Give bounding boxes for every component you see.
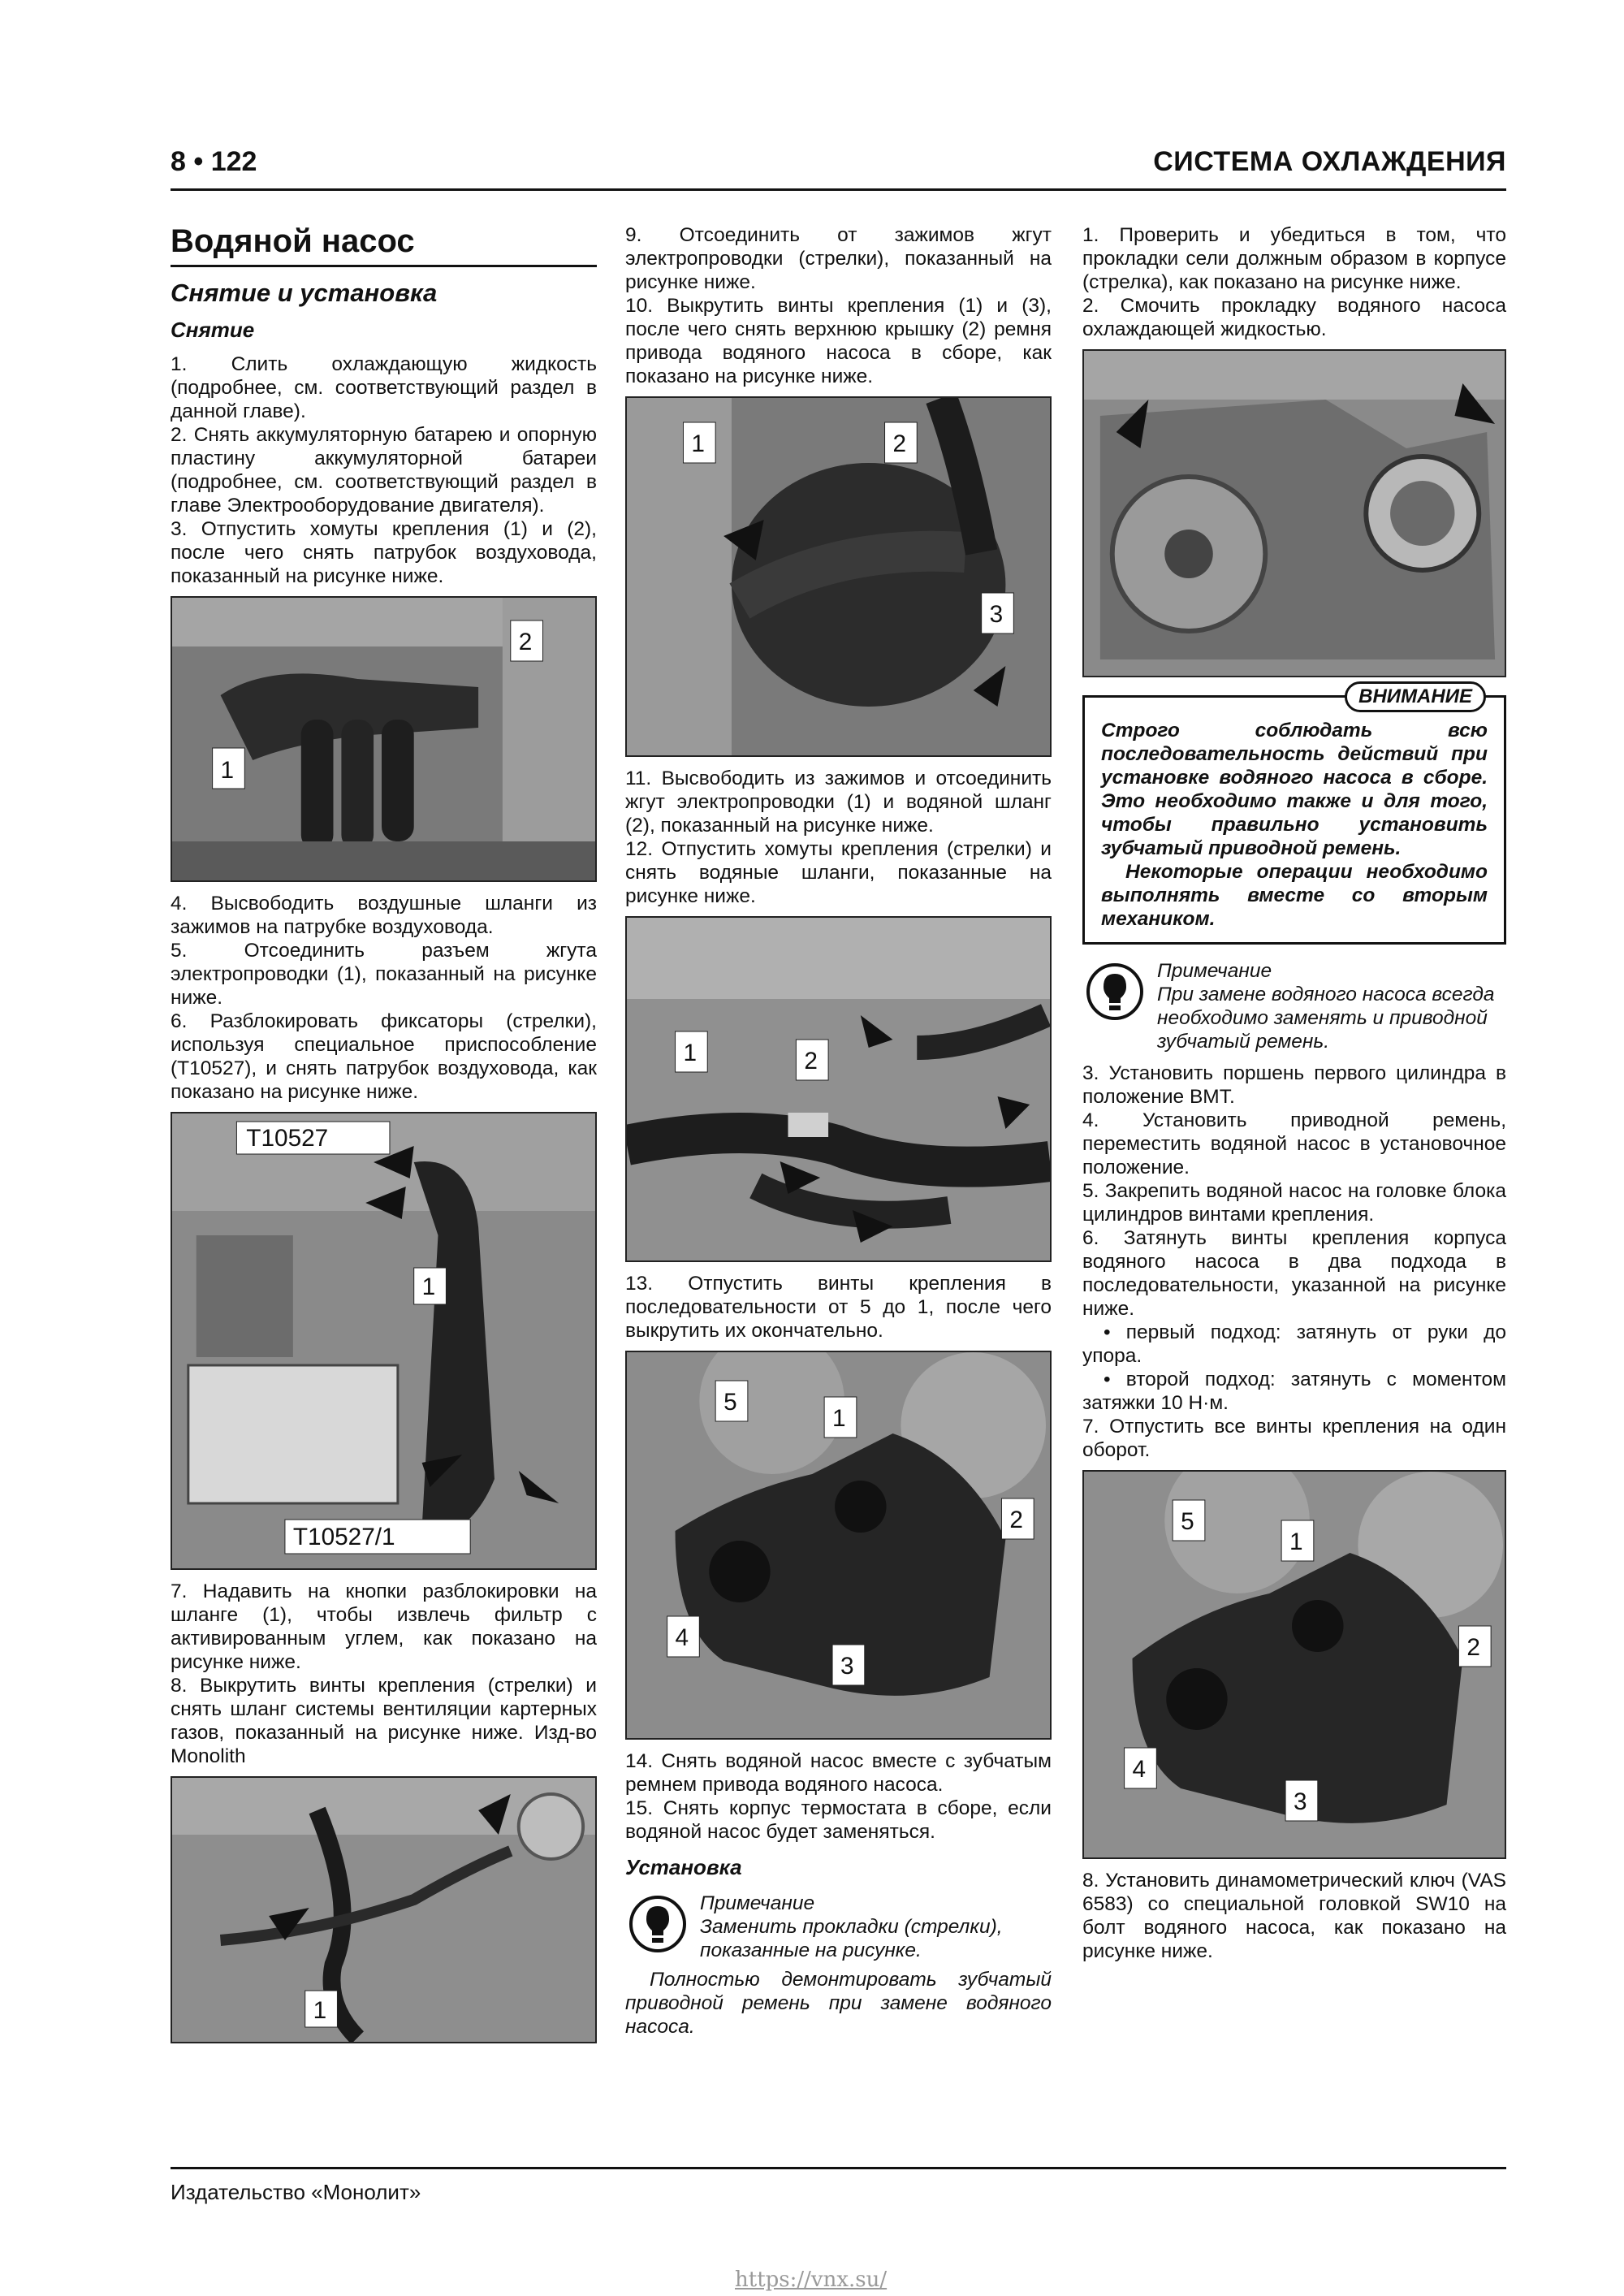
fig6-label-1: 1 [832, 1404, 846, 1433]
figure-belt-cover [625, 396, 1052, 757]
fig1-label-1: 1 [220, 756, 235, 785]
publisher: Издательство «Монолит» [171, 2180, 421, 2204]
note1-text-2: Полностью демонтировать зубчатый приводной ремень при замене водяного насоса. [625, 1969, 1052, 2038]
install-step-5: 5. Закрепить водяной насос на головке блока цилиндров винтами крепления. [1082, 1180, 1506, 1226]
fig1-label-2: 2 [518, 628, 533, 656]
fig8-label-4: 4 [1132, 1755, 1147, 1784]
fig5-label-1: 1 [683, 1039, 698, 1067]
step-11: 11. Высвободить из зажимов и отсоединить жгут электропроводки (1) и водяной шланг (2), показанный на рисунке ниже. [625, 767, 1052, 837]
fig6-label-3: 3 [840, 1652, 854, 1680]
install-step-7: 7. Отпустить все винты крепления на один оборот. [1082, 1416, 1506, 1461]
fig8-label-3: 3 [1294, 1788, 1307, 1816]
fig8-label-2: 2 [1466, 1633, 1480, 1662]
step-12: 12. Отпустить хомуты крепления (стрелки) и снять водяные шланги, показанные на рисунке ниже. [625, 838, 1052, 907]
header-rule [171, 188, 1506, 191]
column-1 [171, 223, 597, 2053]
step-5: 5. Отсоединить разъем жгута электропроводки (1), показанный на рисунке ниже. [171, 940, 597, 1009]
note-belt [1082, 959, 1506, 1053]
lightbulb-icon [1086, 962, 1144, 1021]
figure-crankcase-hose [171, 1776, 597, 2043]
figure-water-hoses [625, 916, 1052, 1262]
note1-label: Примечание [700, 1892, 815, 1914]
figure-pump-bolts [625, 1351, 1052, 1740]
removal-heading: Снятие [171, 318, 255, 342]
fig4-label-1: 1 [691, 430, 705, 458]
step-13: 13. Отпустить винты крепления в последовательности от 5 до 1, после чего выкрутить их окончательно. [625, 1273, 1052, 1342]
step-6: 6. Разблокировать фиксаторы (стрелки), используя специальное приспособление (T10527), и снять патрубок воздуховода, как показано на рисунке ниже. [171, 1010, 597, 1103]
subsection-title: Снятие и установка [171, 279, 438, 307]
step-4: 4. Высвободить воздушные шланги из зажимов на патрубке воздуховода. [171, 893, 597, 938]
lightbulb-icon [628, 1895, 687, 1953]
page-number: 8 • 122 [171, 146, 257, 177]
torque-pass-1: • первый подход: затянуть от руки до упора. [1082, 1321, 1506, 1367]
source-link[interactable]: https://vnx.su/ [735, 2268, 888, 2292]
torque-pass-2: • второй подход: затянуть с моментом затяжки 10 Н·м. [1082, 1369, 1506, 1414]
install-step-2: 2. Смочить прокладку водяного насоса охлаждающей жидкостью. [1082, 295, 1506, 340]
step-15: 15. Снять корпус термостата в сборе, если водяной насос будет заменяться. [625, 1797, 1052, 1843]
fig2-label-1: 1 [421, 1273, 436, 1301]
note2-label: Примечание [1157, 960, 1272, 982]
step-7: 7. Надавить на кнопки разблокировки на шланге (1), чтобы извлечь фильтр с активированным углем, как показано на рисунке ниже. [171, 1580, 597, 1673]
step-2: 2. Снять аккумуляторную батарею и опорную пластину аккумуляторной батареи (подробнее, см. соответствующий раздел в главе Электрооборудование двигателя). [171, 424, 597, 517]
fig3-label-1: 1 [313, 1996, 327, 2025]
step-1: 1. Слить охлаждающую жидкость (подробнее, см. соответствующий раздел в данной главе). [171, 353, 597, 422]
footer-rule [171, 2167, 1506, 2169]
fig5-label-2: 2 [804, 1047, 818, 1075]
column-2 [625, 223, 1052, 2039]
fig2-label-tool2: T10527/1 [292, 1523, 395, 1551]
column-3 [1082, 223, 1506, 1963]
install-step-1: 1. Проверить и убедиться в том, что прокладки сели должным образом в корпусе (стрелка), как показано на рисунке ниже. [1082, 224, 1506, 293]
install-heading: Установка [625, 1855, 742, 1879]
step-10: 10. Выкрутить винты крепления (1) и (3), после чего снять верхнюю крышку (2) ремня привода водяного насоса в сборе, как показано на рисунке ниже. [625, 295, 1052, 387]
fig8-label-1: 1 [1289, 1528, 1303, 1556]
warning-tag: ВНИМАНИЕ [1345, 681, 1486, 712]
warning-text-1: Строго соблюдать всю последовательность действий при установке водяного насоса в сборе. Это необходимо также и для того, чтобы правильно установить зубчатый приводной ремень. [1101, 720, 1488, 859]
chapter-title: СИСТЕМА ОХЛАЖДЕНИЯ [1153, 146, 1506, 177]
figure-air-duct [171, 596, 597, 882]
figure-duct-tool [171, 1112, 597, 1570]
fig4-label-3: 3 [989, 600, 1004, 629]
figure-pump-bolts-install [1082, 1470, 1506, 1859]
warning-box [1082, 685, 1506, 945]
note2-text: При замене водяного насоса всегда необходимо заменять и приводной зубчатый ремень. [1157, 984, 1495, 1053]
install-step-8: 8. Установить динамометрический ключ (VAS 6583) со специальной головкой SW10 на болт водяного насоса, как показано на рисунке ниже. [1082, 1870, 1506, 1962]
fig6-label-2: 2 [1009, 1506, 1023, 1534]
note-gaskets [625, 1892, 1052, 1965]
step-8: 8. Выкрутить винты крепления (стрелки) и снять шланг системы вентиляции картерных газов, показанный на рисунке ниже. Изд-во Monolith [171, 1675, 597, 1767]
warning-text-2: Некоторые операции необходимо выполнять вместе со вторым механиком. [1101, 861, 1488, 930]
step-3: 3. Отпустить хомуты крепления (1) и (2), после чего снять патрубок воздуховода, показанный на рисунке ниже. [171, 518, 597, 587]
section-title: Водяной насос [171, 223, 597, 267]
fig2-label-tool: T10527 [246, 1124, 329, 1152]
fig8-label-5: 5 [1181, 1507, 1194, 1536]
fig6-label-4: 4 [675, 1624, 689, 1652]
install-step-6: 6. Затянуть винты крепления корпуса водяного насоса в два подхода в последовательности, указанной на рисунке ниже. [1082, 1227, 1506, 1320]
step-14: 14. Снять водяной насос вместе с зубчатым ремнем привода водяного насоса. [625, 1750, 1052, 1796]
install-step-4: 4. Установить приводной ремень, переместить водяной насос в установочное положение. [1082, 1109, 1506, 1178]
note1-text: Заменить прокладки (стрелки), показанные на рисунке. [700, 1916, 1003, 1961]
fig4-label-2: 2 [892, 430, 907, 458]
figure-gaskets [1082, 349, 1506, 677]
install-step-3: 3. Установить поршень первого цилиндра в положение ВМТ. [1082, 1062, 1506, 1108]
fig6-label-5: 5 [723, 1388, 737, 1416]
step-9: 9. Отсоединить от зажимов жгут электропроводки (стрелки), показанный на рисунке ниже. [625, 224, 1052, 293]
